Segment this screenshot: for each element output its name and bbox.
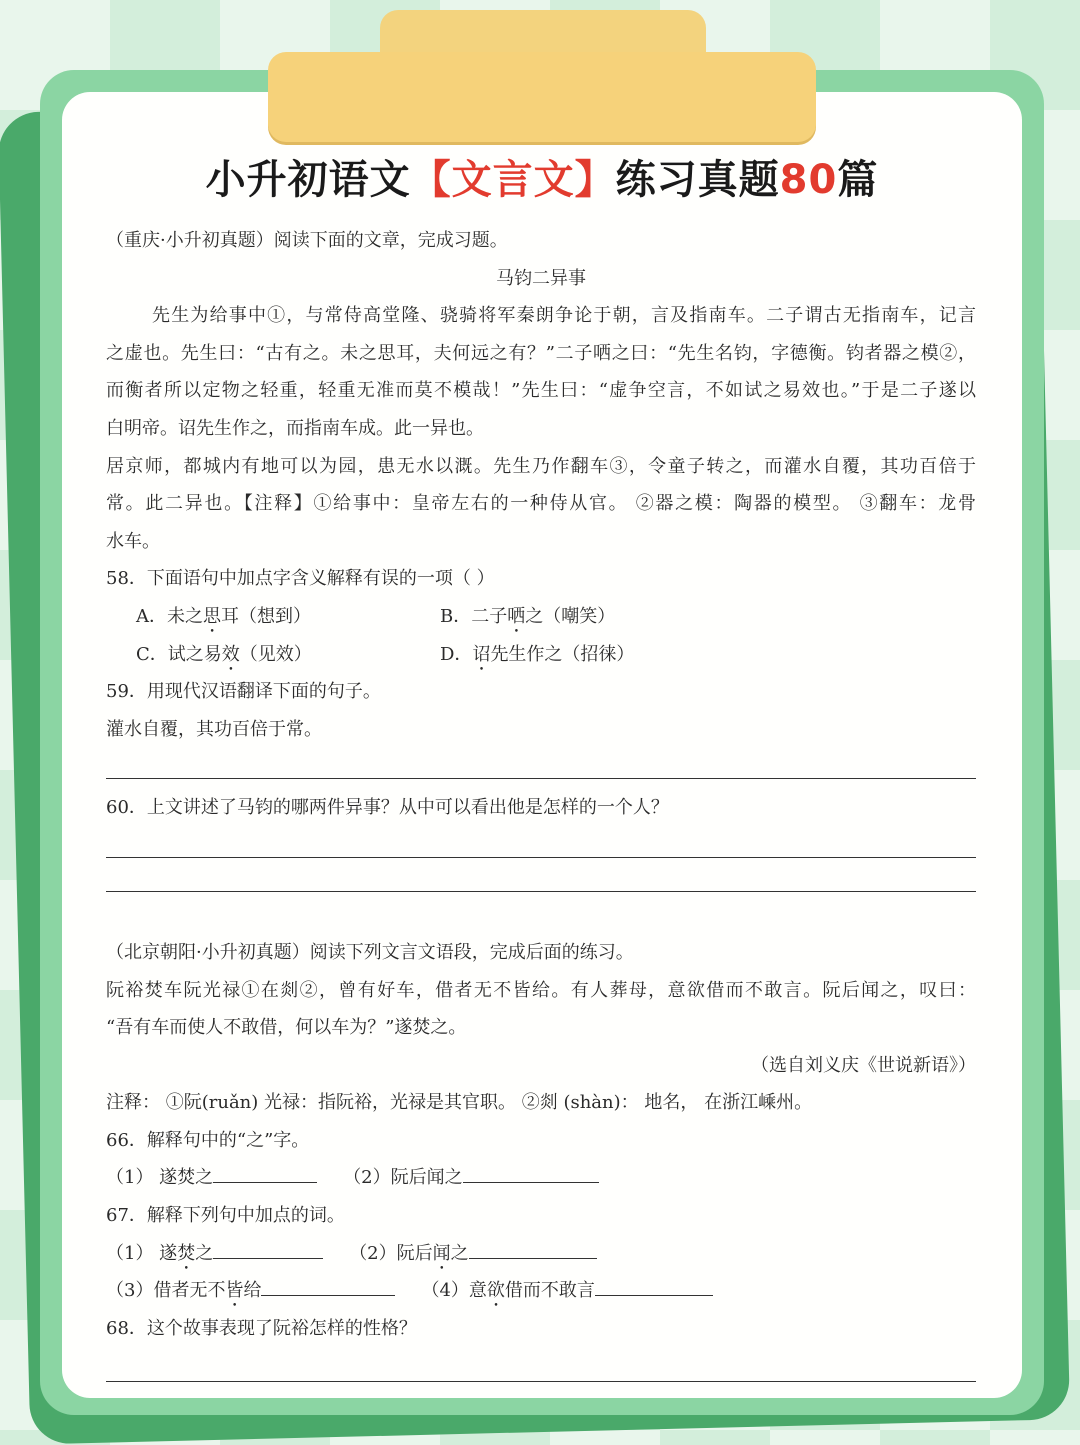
- answer-blank[interactable]: [463, 1160, 599, 1183]
- passage1-intro: （重庆·小升初真题）阅读下面的文章，完成习题。: [106, 230, 508, 251]
- q58-options-row-2: [106, 636, 976, 674]
- passage2-source: （选自刘义庆《世说新语》）: [751, 1054, 976, 1076]
- q66-items: [106, 1159, 976, 1197]
- question-58: 58．下面语句中加点字含义解释有误的一项（ ）: [106, 568, 495, 590]
- passage1-notes: 常。此二异也。【注释】①给事中：皇帝左右的一种侍从官。 ②器之模：陶器的模型。 ③翻车：龙骨: [106, 493, 976, 515]
- passage2-line: “吾有车而使人不敢借，何以车为？”遂焚之。: [106, 1017, 467, 1039]
- passage1-line: 白明帝。诏先生作之，而指南车成。此一异也。: [106, 417, 484, 439]
- answer-blank[interactable]: [213, 1160, 317, 1183]
- question-66: 66．解释句中的“之”字。: [106, 1129, 310, 1151]
- answer-blank[interactable]: [595, 1273, 713, 1296]
- page-title: 小升初语文【文言文】练习真题80篇: [205, 157, 879, 203]
- passage2-intro: （北京朝阳·小升初真题）阅读下列文言文语段，完成后面的练习。: [106, 941, 634, 963]
- answer-line-68[interactable]: [106, 1381, 976, 1382]
- answer-blank[interactable]: [261, 1273, 395, 1296]
- question-59: 59．用现代汉语翻译下面的句子。: [106, 681, 381, 703]
- passage1-heading: 马钧二异事: [496, 267, 586, 289]
- q67-item-2: （2）阮后闻之: [349, 1235, 596, 1274]
- worksheet-content: [106, 222, 976, 1382]
- answer-blank[interactable]: [469, 1236, 597, 1259]
- passage1-line: 而衡者所以定物之轻重，轻重无准而莫不模哉！”先生曰：“虚争空言，不如试之易效也。”于是二子遂以: [106, 380, 976, 402]
- q58-option-b[interactable]: B．二子哂之（嘲笑）: [440, 605, 616, 627]
- q67-row-1: [106, 1235, 976, 1273]
- q58-options-row-1: [106, 598, 976, 636]
- passage1-line: 之虚也。先生曰：“古有之。未之思耳，夫何远之有？”二子哂之曰：“先生名钧，字德衡。钧者器之模②，: [106, 342, 976, 364]
- passage2-notes: 注释： ①阮(ruǎn) 光禄：指阮裕，光禄是其官职。 ②剡 (shàn)： 地名， 在浙江嵊州。: [106, 1092, 813, 1114]
- passage2-line: 阮裕焚车阮光禄①在剡②，曾有好车，借者无不皆给。有人葬母，意欲借而不敢言。阮后闻之，叹曰：: [106, 979, 976, 1001]
- passage1-line: 居京师，都城内有地可以为园，患无水以溉。先生乃作翻车③，令童子转之，而灌水自覆，其功百倍于: [106, 455, 976, 477]
- q67-row-2: [106, 1272, 976, 1310]
- tape-tab-front: [268, 52, 816, 142]
- q59-sentence: 灌水自覆，其功百倍于常。: [106, 718, 322, 740]
- passage1-line: 水车。: [106, 530, 160, 552]
- q58-option-d[interactable]: D．诏先生作之（招徕）: [440, 643, 635, 665]
- q67-item-3: （3）借者无不皆给: [106, 1272, 395, 1311]
- question-68: 68．这个故事表现了阮裕怎样的性格？: [106, 1317, 417, 1339]
- q67-item-1: （1） 遂焚之: [106, 1235, 323, 1274]
- q58-option-a[interactable]: A．未之思耳（想到）: [136, 605, 311, 627]
- answer-blank[interactable]: [213, 1236, 323, 1259]
- q58-option-c[interactable]: C．试之易效（见效）: [136, 643, 312, 665]
- q66-item-1: （1） 遂焚之: [106, 1159, 317, 1197]
- q67-item-4: （4）意欲借而不敢言: [421, 1272, 712, 1311]
- passage1-line: 先生为给事中①，与常侍高堂隆、骁骑将军秦朗争论于朝，言及指南车。二子谓古无指南车，记言: [152, 305, 976, 327]
- question-67: 67．解释下列句中加点的词。: [106, 1205, 345, 1227]
- question-60: 60．上文讲述了马钧的哪两件异事？从中可以看出他是怎样的一个人？: [106, 797, 669, 819]
- q66-item-2: （2）阮后闻之: [343, 1159, 598, 1197]
